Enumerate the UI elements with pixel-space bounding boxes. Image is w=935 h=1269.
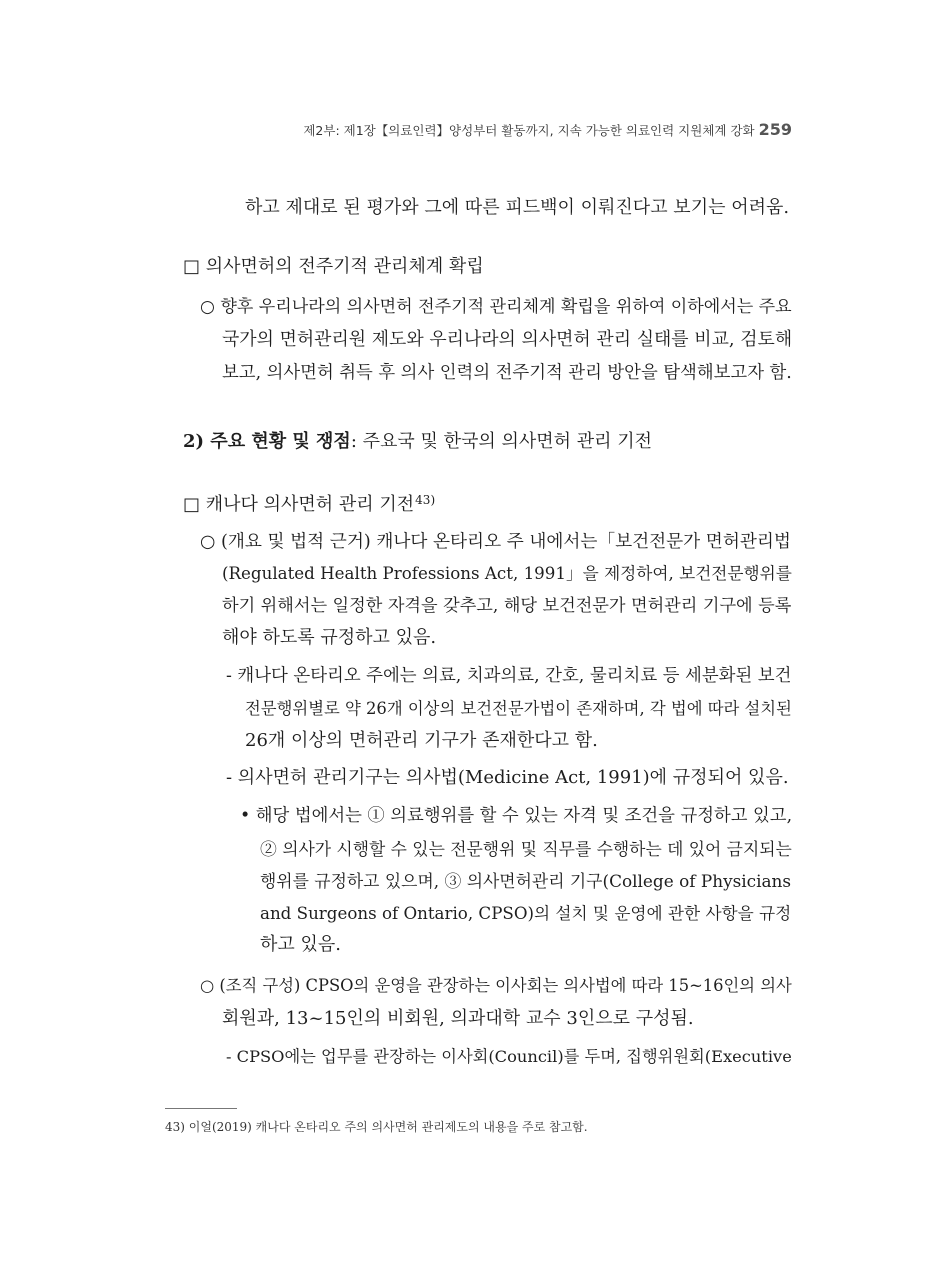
dash-item-line: - 의사면허 관리기구는 의사법(Medicine Act, 1991)에 규정되어 있음. [226, 767, 789, 788]
footnote-separator [165, 1108, 237, 1109]
paragraph-line: 하고 있음. [260, 934, 341, 955]
paragraph-line: 해야 하도록 규정하고 있음. [222, 627, 437, 648]
paragraph-line: and Surgeons of Ontario, CPSO)의 설치 및 운영에 관한 사항을 규정 [260, 904, 792, 923]
running-title: 제2부: 제1장【의료인력】양성부터 활동까지, 지속 가능한 의료인력 지원체계 강화 [303, 123, 755, 138]
dash-item-line: - 캐나다 온타리오 주에는 의료, 치과의료, 간호, 물리치료 등 세분화된 보건 [226, 666, 792, 686]
subsection-heading-bold: 2) 주요 현황 및 쟁점 [183, 431, 351, 452]
paragraph-line: (Regulated Health Professions Act, 1991」을 제정하여, 보건전문행위를 [222, 564, 792, 583]
paragraph-line: 전문행위별로 약 26개 이상의 보건전문가법이 존재하며, 각 법에 따라 설치된 [245, 699, 792, 718]
paragraph-line: 행위를 규정하고 있으며, ③ 의사면허관리 기구(College of Physicians [260, 871, 792, 891]
paragraph-line: 26개 이상의 면허관리 기구가 존재한다고 함. [245, 730, 598, 751]
bullet-circle-line: ○ (개요 및 법적 근거) 캐나다 온타리오 주 내에서는「보건전문가 면허관리법 [200, 532, 791, 552]
footnote-reference: 43) [415, 493, 436, 507]
section-heading-checkbox: □ 의사면허의 전주기적 관리체계 확립 [183, 256, 484, 277]
paragraph-line: 하기 위해서는 일정한 자격을 갖추고, 해당 보건전문가 면허관리 기구에 등록 [222, 596, 792, 616]
subsection-heading [183, 430, 652, 454]
paragraph-line: 하고 제대로 된 평가와 그에 따른 피드백이 이뤄진다고 보기는 어려움. [245, 197, 790, 218]
paragraph-line: 보고, 의사면허 취득 후 의사 인력의 전주기적 관리 방안을 탐색해보고자 함. [222, 363, 792, 383]
dot-item-line: • 해당 법에서는 ① 의료행위를 할 수 있는 자격 및 조건을 규정하고 있고, [240, 806, 793, 826]
footnote: 43) 이얼(2019) 캐나다 온타리오 주의 의사면허 관리제도의 내용을 주로 참고함. [165, 1120, 588, 1134]
dash-item-line: - CPSO에는 업무를 관장하는 이사회(Council)를 두며, 집행위원회(Executive [226, 1047, 792, 1066]
section-heading-text: □ 캐나다 의사면허 관리 기전 [183, 494, 415, 515]
paragraph-line: ② 의사가 시행할 수 있는 전문행위 및 직무를 수행하는 데 있어 금지되는 [260, 839, 792, 859]
paragraph-line: 회원과, 13~15인의 비회원, 의과대학 교수 3인으로 구성됨. [222, 1008, 694, 1029]
page-number: 259 [758, 120, 792, 139]
paragraph-line: 국가의 면허관리원 제도와 우리나라의 의사면허 관리 실태를 비교, 검토해 [222, 329, 793, 350]
bullet-circle-line: ○ 향후 우리나라의 의사면허 전주기적 관리체계 확립을 위하여 이하에서는 주요 [200, 297, 792, 317]
section-heading-checkbox [183, 488, 435, 517]
bullet-circle-line: ○ (조직 구성) CPSO의 운영을 관장하는 이사회는 의사법에 따라 15~16인의 의사 [200, 976, 792, 995]
subsection-heading-rest: : 주요국 및 한국의 의사면허 관리 기전 [350, 431, 653, 452]
running-header [303, 120, 792, 139]
